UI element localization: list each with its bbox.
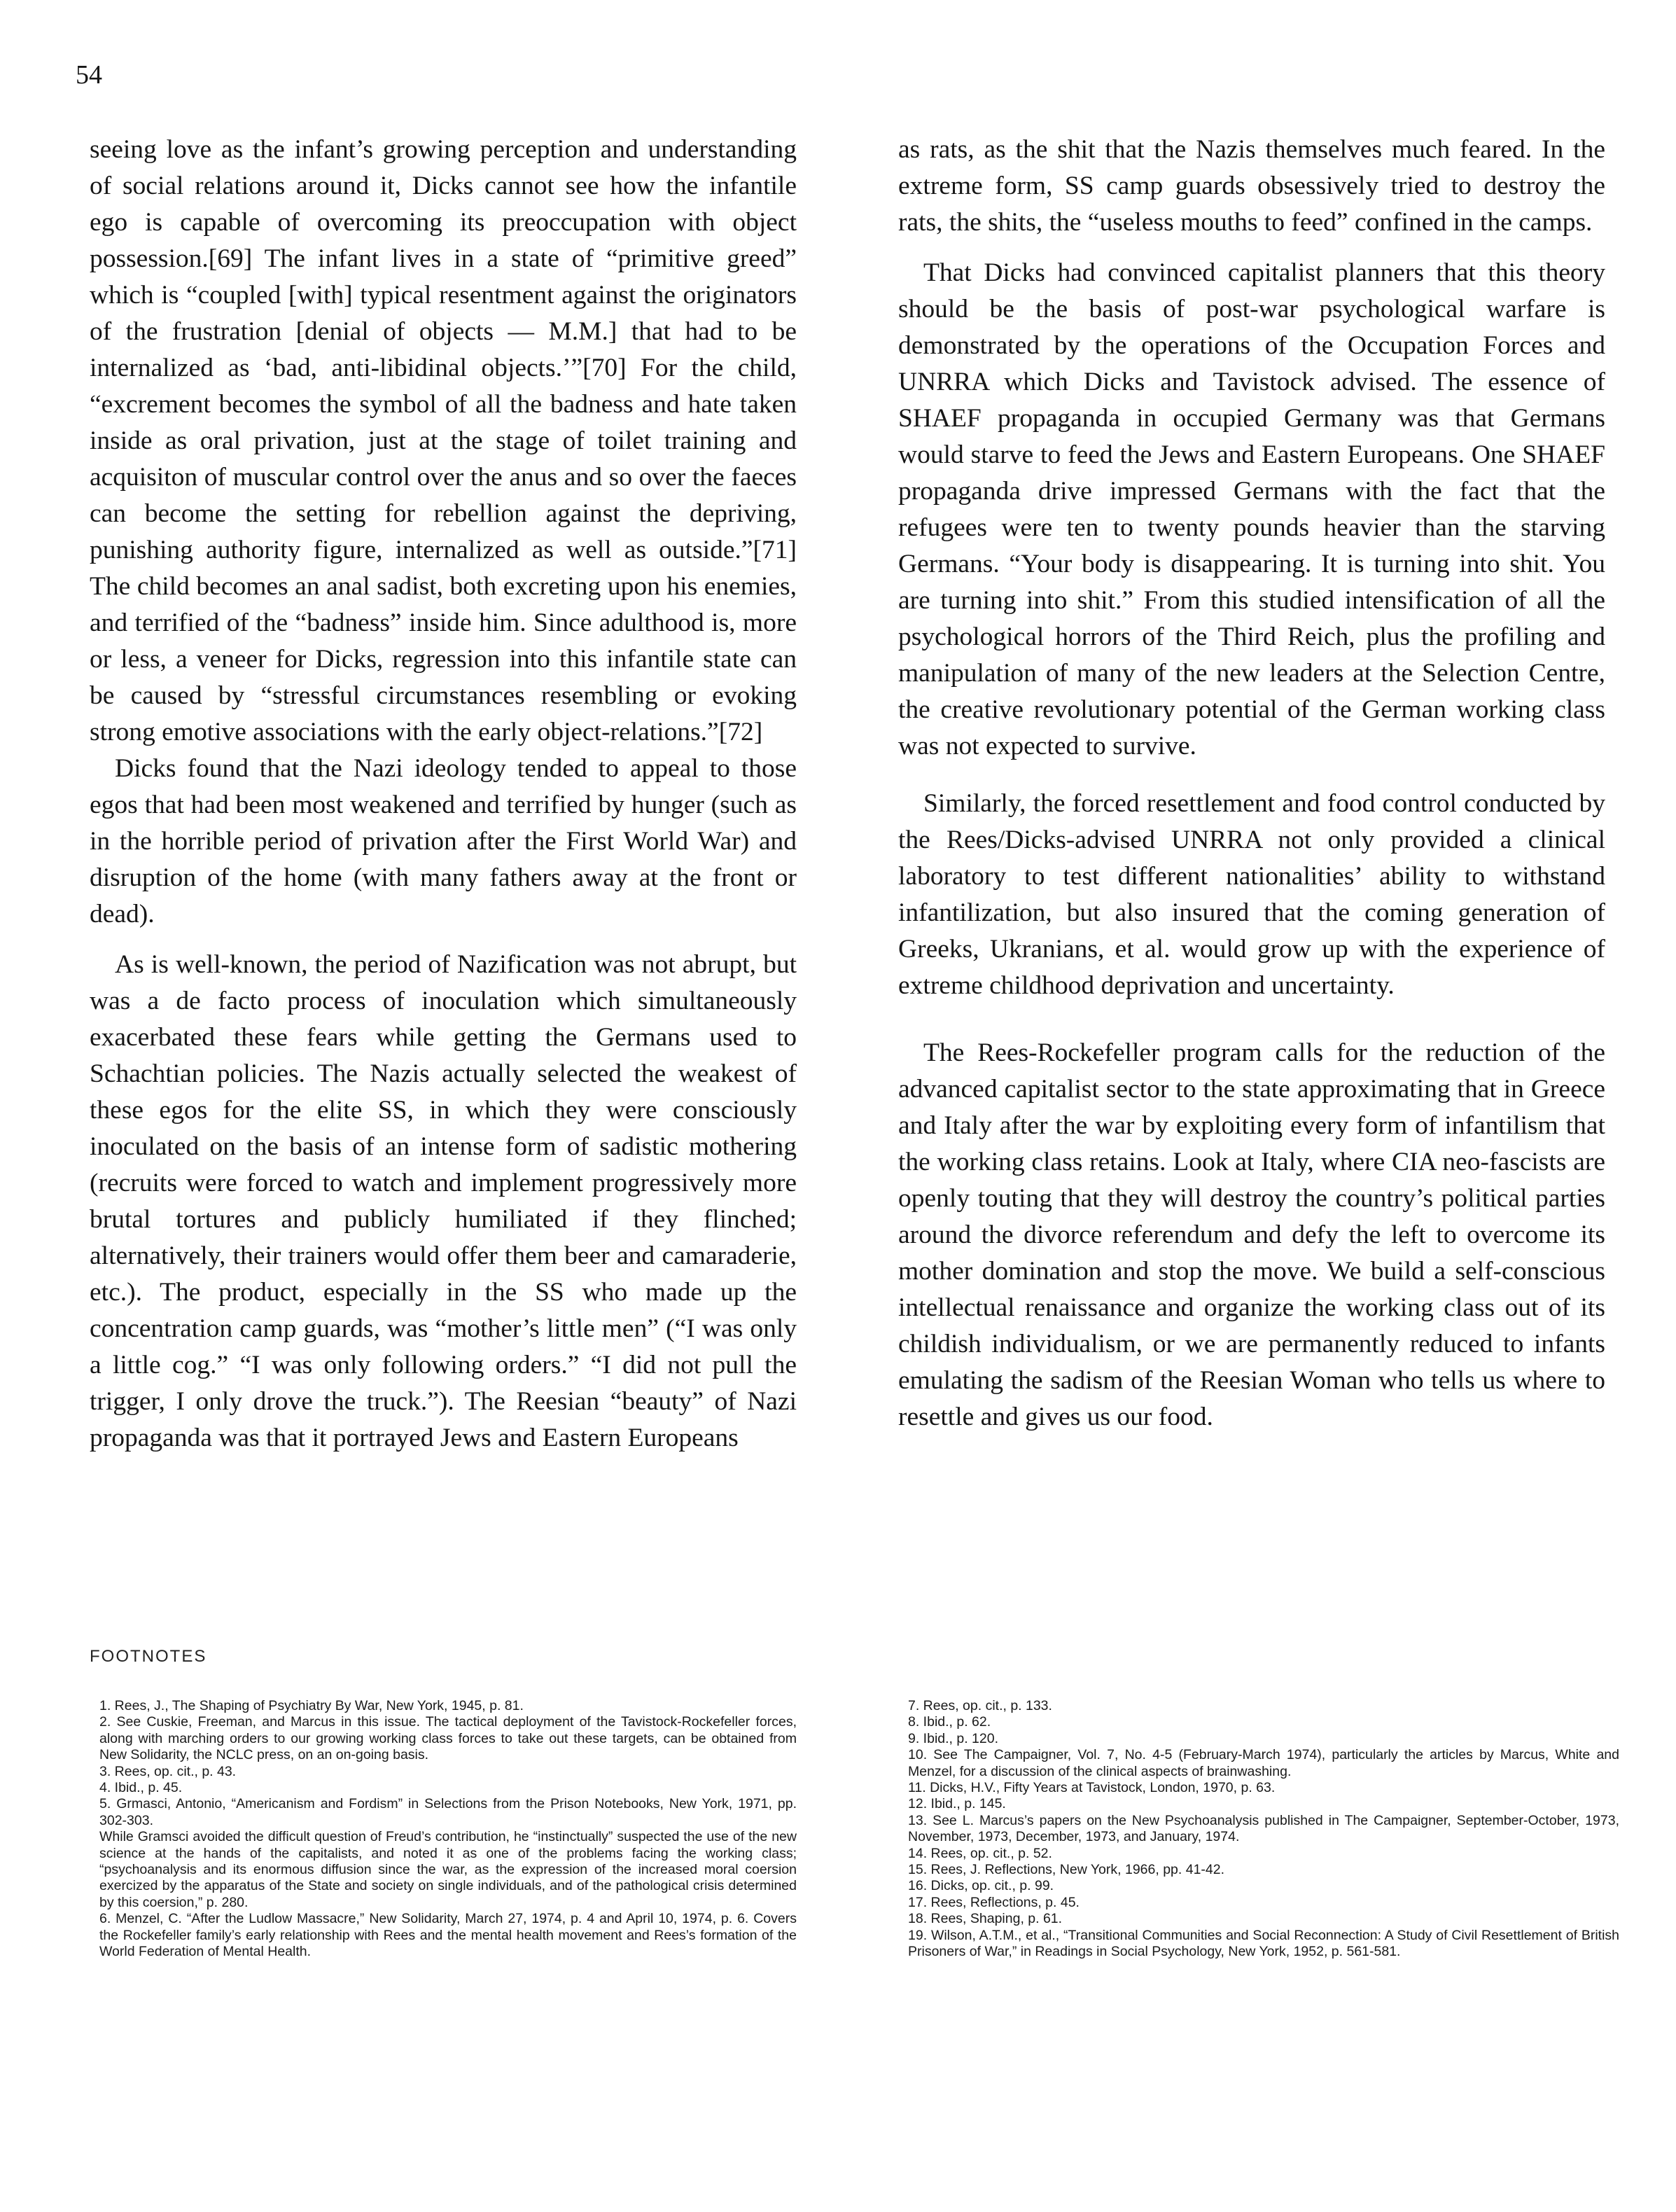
paragraph: Similarly, the forced resettlement and food control conducted by the Rees/Dicks-advised UNRRA not only provided a clinical laboratory to test different nationalities’ ability to withstand infantilization, but also insured that the coming generation of Greeks, Ukranians, et al. would grow up with the experience of extreme childhood deprivation and uncertainty. (898, 789, 1605, 1000)
footnote: 9. Ibid., p. 120. (908, 1730, 999, 1746)
footnotes-heading: FOOTNOTES (90, 1647, 207, 1666)
footnote: 7. Rees, op. cit., p. 133. (908, 1698, 1052, 1713)
footnotes-column-left (90, 1698, 797, 1961)
footnote: 5. Grmasci, Antonio, “Americanism and Fordism” in Selections from the Prison Notebooks, New York, 1971, pp. 302-303. (99, 1796, 797, 1828)
paragraph: That Dicks had convinced capitalist planners that this theory should be the basis of post-war psychological warfare is demonstrated by the operations of the Occupation Forces and UNRRA which Dicks and Tavistock advised. The essence of SHAEF propaganda in occupied Germany was that Germans would starve to feed the Jews and Eastern Europeans. One SHAEF propaganda drive impressed Germans with the fact that the refugees were ten to twenty pounds heavier than the starving Germans. “Your body is disappearing. It is turning into shit. You are turning into shit.” From this studied intensification of all the psychological horrors of the Third Reich, plus the profiling and manipulation of many of the new leaders at the Selection Centre, the creative revolutionary potential of the German working class was not expected to survive. (898, 258, 1605, 760)
footnote: 11. Dicks, H.V., Fifty Years at Tavistock, London, 1970, p. 63. (908, 1780, 1276, 1796)
footnote: 3. Rees, op. cit., p. 43. (99, 1763, 237, 1779)
footnote: 15. Rees, J. Reflections, New York, 1966, pp. 41-42. (908, 1862, 1225, 1878)
footnote: 1. Rees, J., The Shaping of Psychiatry By War, New York, 1945, p. 81. (99, 1698, 524, 1713)
footnote: 14. Rees, op. cit., p. 52. (908, 1845, 1052, 1861)
footnote: While Gramsci avoided the difficult question of Freud’s contribution, he “instinctually” suspected the use of the new science at the hands of the capitalists, and noted it as one of the problems facing the working class; “psychoanalysis and its enormous diffusion since the war, as the expression of the increased moral coersion exercized by the apparatus of the State and society on single individuals, and of the pathological crisis determined by this coersion,” p. 280. (99, 1829, 797, 1910)
footnote: 17. Rees, Reflections, p. 45. (908, 1894, 1080, 1910)
paragraph: Dicks found that the Nazi ideology tended to appeal to those egos that had been most weakened and terrified by hunger (such as in the horrible period of privation after the First World War) and disruption of the home (with many fathers away at the front or dead). (90, 754, 797, 928)
body-column-left (90, 132, 797, 1456)
footnote: 19. Wilson, A.T.M., et al., “Transitional Communities and Social Reconnection: A Study of Civil Resettlement of British Prisoners of War,” in Readings in Social Psychology, New York, 1952, p. 561-581. (908, 1927, 1619, 1960)
footnote: 12. Ibid., p. 145. (908, 1796, 1006, 1812)
footnote: 13. See L. Marcus’s papers on the New Psychoanalysis published in The Campaigner, September-October, 1973, November, 1973, December, 1973, and January, 1974. (908, 1812, 1619, 1845)
footnote: 4. Ibid., p. 45. (99, 1780, 183, 1796)
footnote: 10. See The Campaigner, Vol. 7, No. 4-5 (February-March 1974), particularly the articles by Marcus, White and Menzel, for a discussion of the clinical aspects of brainwashing. (908, 1747, 1619, 1779)
footnotes-column-right (898, 1698, 1619, 1961)
paragraph: The Rees-Rockefeller program calls for the reduction of the advanced capitalist sector to the state approximating that in Greece and Italy after the war by exploiting every form of infantilism that the working class retains. Look at Italy, where CIA neo-fascists are openly touting that they will destroy the country’s political parties around the divorce referendum and defy the left to overcome its mother domination and stop the move. We build a self-conscious intellectual renaissance and organize the working class out of its childish individualism, or we are permanently reduced to infants emulating the sadism of the Reesian Woman who tells us where to resettle and gives us our food. (898, 1038, 1605, 1431)
footnote: 8. Ibid., p. 62. (908, 1714, 991, 1730)
paragraph: seeing love as the infant’s growing perception and understanding of social relations around it, Dicks cannot see how the infantile ego is capable of overcoming its preoccupation with object possession.[69] The infant lives in a state of “primitive greed” which is “coupled [with] typical resentment against the originators of the frustration [denial of objects — M.M.] that had to be internalized as ‘bad, anti-libidinal objects.’”[70] For the child, “excrement becomes the symbol of all the badness and hate taken inside as oral privation, just at the stage of toilet training and acquisiton of muscular control over the anus and so over the faeces can become the setting for rebellion against the depriving, punishing authority figure, internalized as well as outside.”[71] The child becomes an anal sadist, both excreting upon his enemies, and terrified of the “badness” inside him. Since adulthood is, more or less, a veneer for Dicks, regression into this infantile state can be caused by “stressful circumstances resembling or evoking strong emotive associations with the early object-relations.”[72] (90, 135, 797, 746)
page-number: 54 (76, 60, 102, 90)
footnote: 18. Rees, Shaping, p. 61. (908, 1911, 1063, 1927)
paragraph: as rats, as the shit that the Nazis themselves much feared. In the extreme form, SS camp guards obsessively tried to destroy the rats, the shits, the “useless mouths to feed” confined in the camps. (898, 135, 1605, 237)
footnote: 2. See Cuskie, Freeman, and Marcus in this issue. The tactical deployment of the Tavistock-Rockefeller forces, along with marching orders to our growing working class forces to take out these targets, can be obtained from New Solidarity, the NCLC press, on an on-going basis. (99, 1714, 797, 1763)
paragraph: As is well-known, the period of Nazification was not abrupt, but was a de facto process of inoculation which simultaneously exacerbated these fears while getting the Germans used to Schachtian policies. The Nazis actually selected the weakest of these egos for the elite SS, in which they were consciously inoculated on the basis of an intense form of sadistic mothering (recruits were forced to watch and implement progressively more brutal tortures and publicly humiliated if they flinched; alternatively, their trainers would offer them beer and camaraderie, etc.). The product, especially in the SS who made up the concentration camp guards, was “mother’s little men” (“I was only a little cog.” “I was only following orders.” “I did not pull the trigger, I only drove the truck.”). The Reesian “beauty” of Nazi propaganda was that it portrayed Jews and Eastern Europeans (90, 950, 797, 1452)
footnote: 6. Menzel, C. “After the Ludlow Massacre,” New Solidarity, March 27, 1974, p. 4 and April 10, 1974, p. 6. Covers the Rockefeller family’s early relationship with Rees and the mental health movement and Rees’s formation of the World Federation of Mental Health. (99, 1911, 797, 1960)
body-column-right (898, 132, 1605, 1435)
footnote: 16. Dicks, op. cit., p. 99. (908, 1878, 1054, 1894)
